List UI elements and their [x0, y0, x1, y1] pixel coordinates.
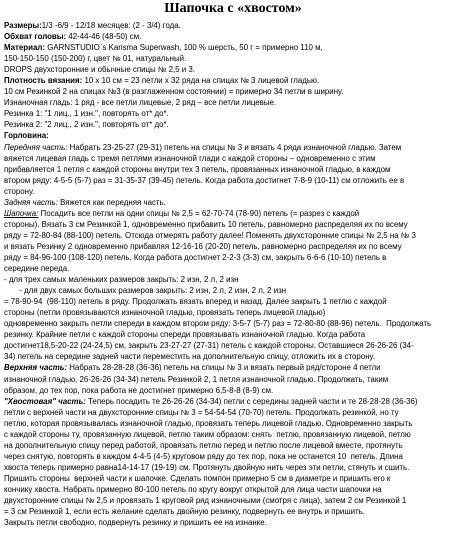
- text-segment: Размеры:: [4, 21, 42, 30]
- text-line: [4, 318, 460, 329]
- text-line: [4, 296, 460, 307]
- text-segment: Горловина:: [4, 131, 49, 141]
- text-segment: DROPS двухсторонние и обычные спицы № 2,5 и 3.: [4, 65, 195, 75]
- text-line: [4, 274, 460, 285]
- text-line: [4, 42, 460, 53]
- text-line: [4, 385, 460, 396]
- text-line: [4, 97, 460, 108]
- text-line: [4, 186, 460, 197]
- text-segment: Резинка 2: "2 лиц., 2 изн.", повторять от* до*.: [4, 120, 169, 130]
- text-segment: - для двух самых больших размеров закрыть: 2 изн, 2 л, 2 изн, 2 л, 2 изн: [4, 286, 287, 296]
- text-line: [4, 517, 460, 528]
- text-line: [4, 53, 460, 64]
- text-segment: "Хвостовая" часть:: [4, 396, 86, 406]
- text-segment: втором ряду: 4-5-5 (5-7) раз = 31-35-37 (39-45) петель. Когда работа достигнет 7-8-9 (10-11) см отложить ее в: [4, 175, 405, 185]
- text-line: [4, 86, 460, 97]
- text-segment: изнаночной гладью, 26-26-26 (34-34) петель Резинкой 2, 1 петля изнаночной гладью. Продолжать, таким: [4, 374, 389, 384]
- text-segment: ряду = 84-96-100 (108-120) петель. Когда работа достигнет 2-2-3 (3-3) см, закрыть 6-6-6 (10-10) петель в: [4, 252, 387, 262]
- text-line: [4, 130, 460, 141]
- text-line: [4, 197, 460, 208]
- text-segment: на дополнительную спицу перед работой, провязать петлю перед и петлю после лицевой вместе, протянуть: [4, 440, 403, 450]
- text-line: [4, 506, 460, 517]
- text-segment: = 3 см Резинкой 1, если есть желание сделать двойную резинку, подвернуть ее внутрь и пришить.: [4, 507, 365, 517]
- text-line: [4, 175, 460, 186]
- text-segment: вяжется лицевая гладь с тремя петлями изнаночной глади с каждой стороны – одновременно с этим: [4, 153, 376, 163]
- text-segment: Пришить стороны верхней части к шапочке. Сделать помпон примерно 5 см в диаметре и пришить его к: [4, 473, 391, 483]
- text-segment: Набрать 28-28-28 (36-36) петель на спицы № 3 и вязать первый ряд/стороне 4 петли: [67, 363, 381, 373]
- text-segment: 1/3 -6/9 - 12/18 месяцев: (2 - 3/4) года.: [41, 21, 181, 30]
- text-segment: Закрыть петли свободно, подвернуть резинку и пришить ее на изнанке.: [4, 518, 267, 528]
- text-line: [4, 440, 460, 451]
- text-segment: Резинка 1: "1 лиц., 1 изн.", повторять от* до*.: [4, 109, 169, 119]
- text-segment: Материал:: [4, 43, 46, 53]
- text-line: [4, 142, 460, 153]
- text-segment: двухсторонние спицы № 2,5 и провязать 1 круговой ряд изнаночными (смотря с лица), затем 2 см Резинкой 1: [4, 496, 407, 506]
- text-line: [4, 362, 460, 373]
- text-line: [4, 208, 460, 219]
- text-segment: Шапочка:: [4, 208, 39, 218]
- text-segment: ряду = 72-80-84 (88-100) петель. Отсюда отмерять работу далее! Поменять двухсторонние спицы № 2,5 на № 3: [4, 230, 416, 240]
- text-line: [4, 119, 460, 130]
- text-segment: 34) петель на середине задней части переместить на дополнительную спицу, отложить их в сторону.: [4, 352, 375, 362]
- text-segment: хвоста теперь примерно равна14-14-17 (19-19) см. Протянуть двойную нить через эти петли, стянуть и сшить.: [4, 462, 410, 472]
- text-segment: и вязать Резинку 2 одновременно прибавляя 12-16-16 (20-20) петель, равномерно распределяя их по всему: [4, 241, 402, 251]
- text-segment: Передняя часть:: [4, 142, 68, 152]
- text-line: [4, 396, 460, 407]
- text-line: [4, 340, 460, 351]
- text-segment: Плотность вязания:: [4, 76, 83, 86]
- text-segment: 150-150-150 (150-200) г, цвет № 01, натуральный.: [4, 54, 187, 64]
- text-line: [4, 230, 460, 241]
- text-line: [4, 64, 460, 75]
- text-segment: через снятую, повторять в каждом 4-4-5 (4-5) круговом ряду до тех пор, пока не останется 10 петель. Длина: [4, 451, 403, 461]
- text-segment: резинку. Крайние петли с каждой стороны спереди провязывать изнаночной гладью. Когда работа: [4, 330, 366, 340]
- text-segment: Обхват головы:: [4, 32, 67, 42]
- text-line: [4, 75, 460, 86]
- text-segment: - для трех самых маленьких размеров закрыть: 2 изн, 2 л, 2 изн: [4, 275, 239, 285]
- document-body: [0, 20, 466, 528]
- text-line: [4, 473, 460, 484]
- text-line: [4, 329, 460, 340]
- text-segment: с каждой стороны ту, провязанную лицевой, петлю таким образом: снять петлю, провязанную лицевой, петлю: [4, 429, 411, 439]
- text-segment: Вяжется как передняя часть.: [57, 197, 166, 207]
- text-line: [4, 351, 460, 362]
- text-segment: петли с верхней части на двухсторонние спицы № 3 = 54-54-54 (70-70) петель. Продолжать резинкой, но ту: [4, 407, 399, 417]
- text-segment: стороны). Вязать 3 см Резинкой 1, одновременно прибавить 10 петель, равномерно распределяя их по всему: [4, 219, 408, 229]
- text-segment: середине переда.: [4, 264, 70, 274]
- text-segment: GARNSTUDIO`s Karisma Superwash, 100 % шерсть, 50 г = примерно 110 м,: [45, 43, 323, 53]
- text-segment: кончику хвоста. Набрать примерно 80-100 петель по кругу вокруг открытой для лица части шапочки на: [4, 484, 382, 494]
- text-line: [4, 374, 460, 385]
- text-segment: Задняя часть:: [4, 197, 58, 207]
- text-line: [4, 153, 460, 164]
- text-line: [4, 241, 460, 252]
- text-line: [4, 108, 460, 119]
- text-segment: образом, до тех пор, пока работа не достигнет примерно 6,5-8-8 (8-9) см.: [4, 385, 274, 395]
- text-segment: Изнаночная гладь: 1 ряд - все петли лицевые, 2 ряд – все петли лицевые.: [4, 98, 277, 108]
- text-segment: 10 см Резинкой 2 на спицах №3 (в разглаженном состоянии) = примерно 34 петли в ширину.: [4, 87, 344, 97]
- text-line: [4, 495, 460, 506]
- text-line: [4, 451, 460, 462]
- text-line: [4, 219, 460, 230]
- text-line: [4, 418, 460, 429]
- text-line: [4, 263, 460, 274]
- text-line: [4, 285, 460, 296]
- text-segment: Верхняя часть:: [4, 363, 68, 373]
- text-segment: Посадить все петли на одни спицы № 2,5 = 62-70-74 (78-90) петель (= разрез с каждой: [38, 208, 360, 218]
- text-line: [4, 307, 460, 318]
- text-segment: одновременно закрыть петли спереди в каждом втором ряду: 3-5-7 (5-7) раз = 72-80-80 (88-96) петель. Продолжать: [4, 319, 432, 329]
- document-title: Шапочка с «хвостом»: [164, 1, 302, 16]
- text-segment: петлю, которая провязывалась изнаночной гладью, провязать теперь лицевой гладью. Одновременно закрыть: [4, 418, 413, 428]
- text-line: [4, 484, 460, 495]
- text-segment: прибавляется 1 петля с каждой стороны внутри тех 3 петель, провязанных изнаночной гладью, в каждом: [4, 164, 391, 174]
- text-line: [4, 164, 460, 175]
- text-segment: = 78-90-94 (98-110) петель в ряду. Продолжать вязать вперед и назад. Далее закрыть 1 петлю с каждой: [4, 297, 387, 307]
- text-line: [4, 462, 460, 473]
- text-line: [4, 31, 460, 42]
- text-line: [4, 429, 460, 440]
- text-segment: достигнет18,5-20-22 (24-24,5) см, закрыть 23-27-27 (27-31) петель с каждой стороны. Оставшиеся 26-26-26 (34-: [4, 341, 414, 351]
- text-segment: стороны (петли провязываются изнаночной гладью, провязать теперь лицевой гладью): [4, 308, 326, 318]
- text-line: [4, 20, 460, 31]
- text-segment: сторону.: [4, 186, 35, 196]
- text-segment: Набрать 23-25-27 (29-31) петель на спицы № 3 и вязать 4 ряда изнаночной гладью. Затем: [67, 142, 402, 152]
- text-segment: 42-44-46 (48-50) см.: [66, 32, 142, 42]
- text-line: [4, 407, 460, 418]
- text-segment: 10 х 10 см = 23 петли х 32 ряда на спицах № 3 лицевой гладью.: [82, 76, 320, 86]
- text-line: [4, 252, 460, 263]
- text-segment: Теперь посадить те 26-26-26 (34-34) петли с середины задней части и те 28-28-28 (36-36): [85, 396, 418, 406]
